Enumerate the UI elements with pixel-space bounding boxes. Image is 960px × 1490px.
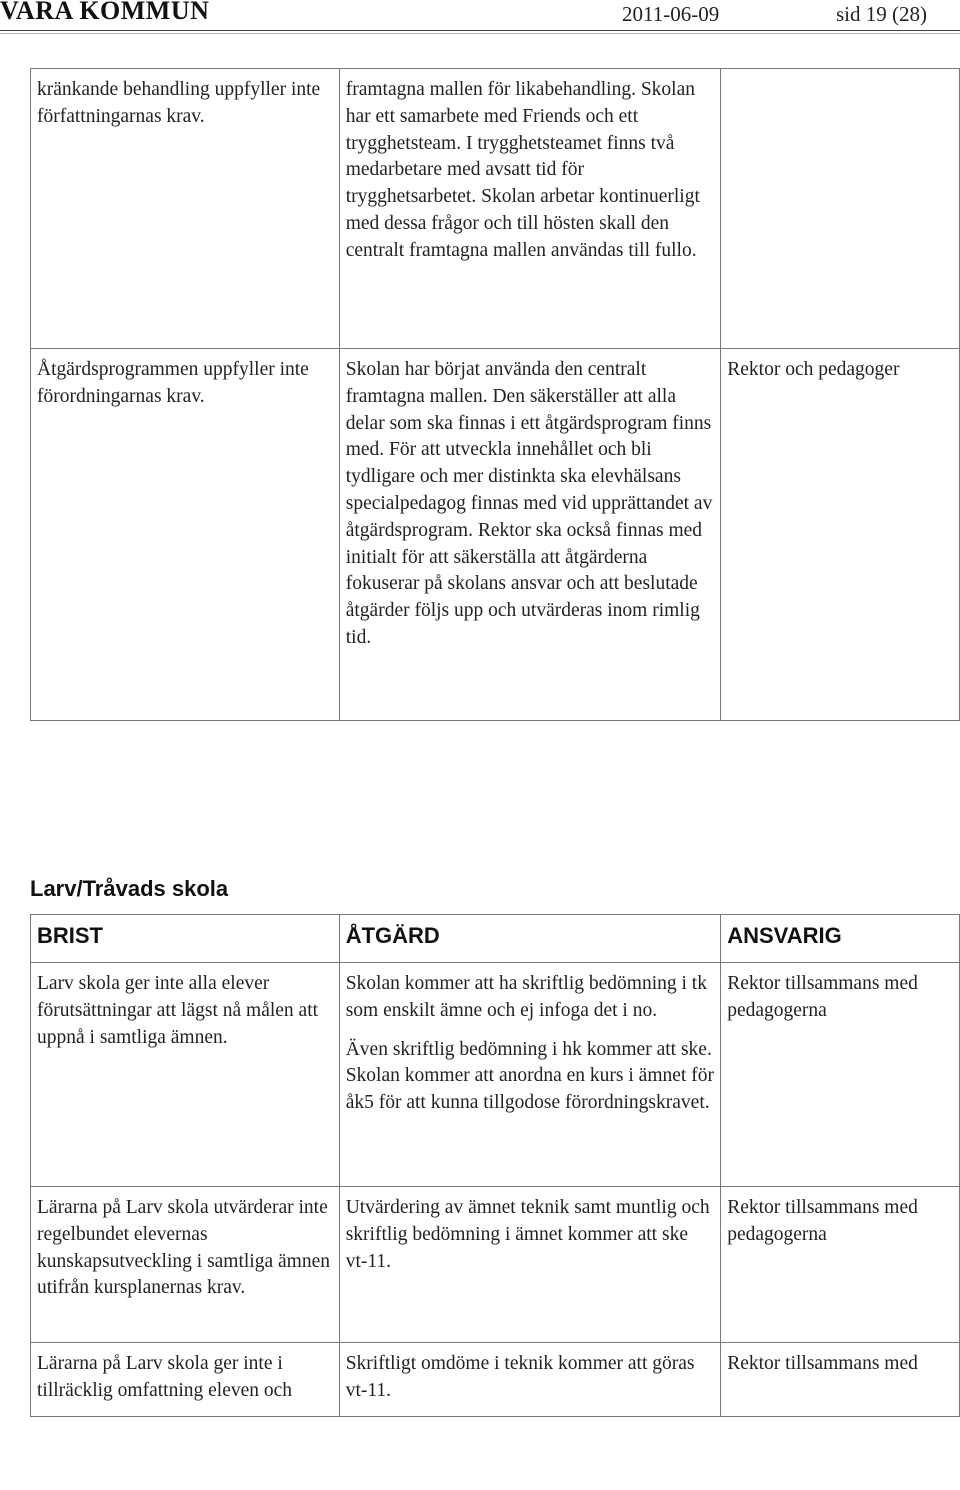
table-row <box>31 69 960 349</box>
ansvarig-cell: Rektor tillsammans med pedagogerna <box>721 963 960 1187</box>
organization-name: VARA KOMMUN <box>0 0 210 25</box>
atgard-cell: Skriftligt omdöme i teknik kommer att göras vt-11. <box>339 1343 721 1417</box>
atgard-paragraph: Skolan kommer att ha skriftlig bedömning i tk som enskilt ämne och ej infoga det i no. <box>345 973 707 1021</box>
measures-table-continued <box>30 68 960 721</box>
brist-cell: Larv skola ger inte alla elever förutsättningar att lägst nå målen att uppnå i samtliga ämnen. <box>31 963 340 1187</box>
table-row <box>31 349 960 721</box>
atgard-paragraph: Även skriftlig bedömning i hk kommer att ske. Skolan kommer att anordna en kurs i ämnet för åk5 för att kunna tillgodose förordningskravet. <box>345 1038 714 1114</box>
page-number: sid 19 (28) <box>836 2 927 26</box>
ansvarig-cell: Rektor tillsammans med pedagogerna <box>721 1187 960 1343</box>
atgard-cell <box>339 963 721 1187</box>
measures-table <box>30 914 960 1417</box>
ansvarig-cell: Rektor tillsammans med <box>721 1343 960 1417</box>
page-header <box>0 0 960 33</box>
section-title: Larv/Tråvads skola <box>30 876 229 901</box>
atgard-cell: Skolan har börjat använda den centralt framtagna mallen. Den säkerställer att alla delar som ska finnas i ett åtgärdsprogram finns med. För att utveckla innehållet och bli tydligare och mer distinkta ska elevhälsans specialpedagog finnas med vid upprättandet av åtgärdsprogram. Rektor ska också finnas med initialt för att säkerställa att åtgärderna fokuserar på skolans ansvar och att beslutade åtgärder följs upp och utvärderas inom rimlig tid. <box>339 349 721 721</box>
brist-cell: Åtgärdsprogrammen uppfyller inte förordningarnas krav. <box>31 349 340 721</box>
table-row <box>31 1187 960 1343</box>
table-header-row <box>31 915 960 963</box>
ansvarig-cell <box>721 69 960 349</box>
column-header-atgard: ÅTGÄRD <box>339 915 721 963</box>
column-header-brist: BRIST <box>31 915 340 963</box>
brist-cell: Lärarna på Larv skola ger inte i tillräcklig omfattning eleven och <box>31 1343 340 1417</box>
document-date: 2011-06-09 <box>622 2 720 26</box>
table-row <box>31 1343 960 1417</box>
brist-cell: kränkande behandling uppfyller inte författningarnas krav. <box>31 69 340 349</box>
header-divider-thin <box>0 33 960 34</box>
header-divider <box>0 30 960 31</box>
column-header-ansvarig: ANSVARIG <box>721 915 960 963</box>
ansvarig-cell: Rektor och pedagoger <box>721 349 960 721</box>
atgard-cell: Utvärdering av ämnet teknik samt muntlig och skriftlig bedömning i ämnet kommer att ske vt-11. <box>339 1187 721 1343</box>
table-row <box>31 963 960 1187</box>
atgard-cell: framtagna mallen för likabehandling. Skolan har ett samarbete med Friends och ett trygghetsteam. I trygghetsteamet finns två medarbetare med avsatt tid för trygghetsarbetet. Skolan arbetar kontinuerligt med dessa frågor och till hösten skall den centralt framtagna mallen användas till fullo. <box>339 69 721 349</box>
brist-cell: Lärarna på Larv skola utvärderar inte regelbundet elevernas kunskapsutveckling i samtliga ämnen utifrån kursplanernas krav. <box>31 1187 340 1343</box>
